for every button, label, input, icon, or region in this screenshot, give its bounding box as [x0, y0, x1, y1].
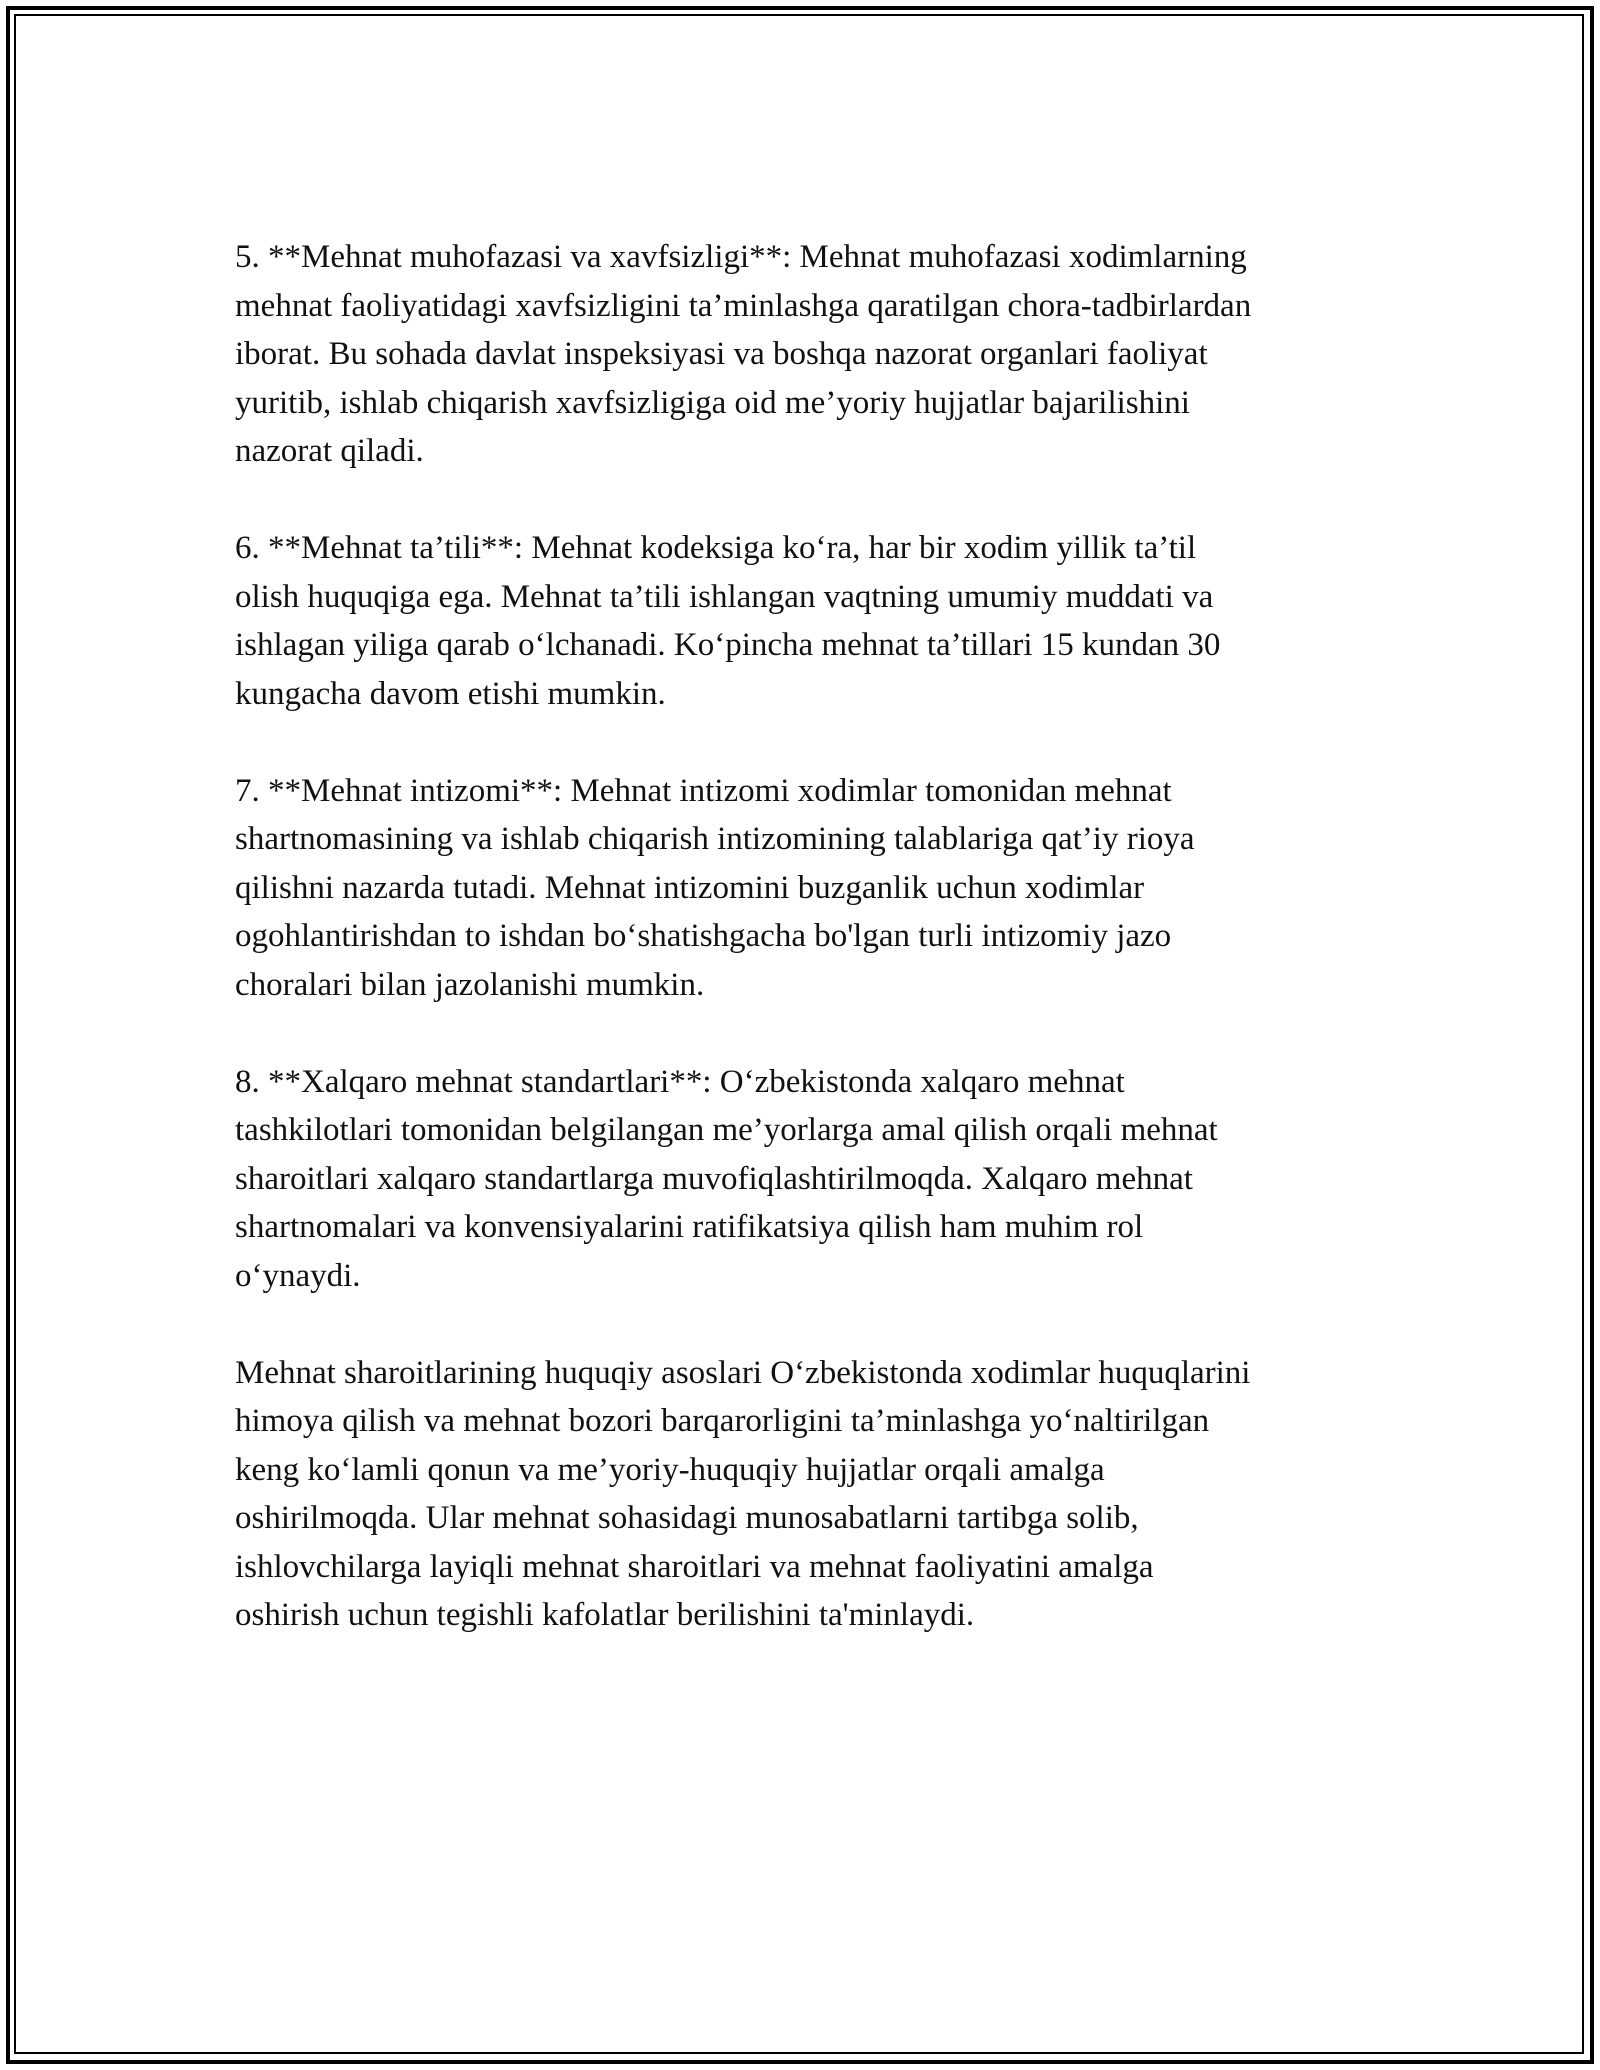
text-line: shartnomasining va ishlab chiqarish intizomining talablariga qat’iy rioya: [235, 821, 1195, 857]
text-line: tashkilotlari tomonidan belgilangan me’yorlarga amal qilish orqali mehnat: [235, 1112, 1218, 1148]
text-line: ogohlantirishdan to ishdan bo‘shatishgacha bo'lgan turli intizomiy jazo: [235, 918, 1172, 954]
paragraph-international-standards: [235, 1058, 1375, 1301]
text-line: nazorat qiladi.: [235, 433, 424, 469]
text-line: Mehnat sharoitlarining huquqiy asoslari O‘zbekistonda xodimlar huquqlarini: [235, 1354, 1251, 1391]
text-line: iborat. Bu sohada davlat inspeksiyasi va boshqa nazorat organlari faoliyat: [235, 336, 1208, 372]
document-body: [235, 233, 1375, 1640]
text-line: sharoitlari xalqaro standartlarga muvofiqlashtirilmoqda. Xalqaro mehnat: [235, 1160, 1193, 1197]
text-line: 6. **Mehnat ta’tili**: Mehnat kodeksiga ko‘ra, har bir xodim yillik ta’til: [235, 530, 1197, 566]
text-line: olish huquqiga ega. Mehnat ta’tili ishlangan vaqtning umumiy muddati va: [235, 578, 1214, 615]
text-line: choralari bilan jazolanishi mumkin.: [235, 966, 705, 1003]
text-line: o‘ynaydi.: [235, 1257, 361, 1294]
text-line: 5. **Mehnat muhofazasi va xavfsizligi**: Mehnat muhofazasi xodimlarning: [235, 239, 1247, 275]
text-line: ishlagan yiliga qarab o‘lchanadi. Ko‘pincha mehnat ta’tillari 15 kundan 30: [235, 627, 1221, 663]
text-line: 7. **Mehnat intizomi**: Mehnat intizomi xodimlar tomonidan mehnat: [235, 772, 1172, 809]
text-line: qilishni nazarda tutadi. Mehnat intizomini buzganlik uchun xodimlar: [235, 869, 1145, 906]
text-line: 8. **Xalqaro mehnat standartlari**: O‘zbekistonda xalqaro mehnat: [235, 1063, 1125, 1100]
text-line: kungacha davom etishi mumkin.: [235, 675, 666, 712]
text-line: yuritib, ishlab chiqarish xavfsizligiga oid me’yoriy hujjatlar bajarilishini: [235, 384, 1190, 421]
paragraph-labor-leave: [235, 524, 1375, 718]
text-line: oshirilmoqda. Ular mehnat sohasidagi munosabatlarni tartibga solib,: [235, 1500, 1139, 1536]
paragraph-conclusion: [235, 1349, 1375, 1640]
text-line: keng ko‘lamli qonun va me’yoriy-huquqiy hujjatlar orqali amalga: [235, 1451, 1105, 1488]
paragraph-labor-discipline: [235, 767, 1375, 1010]
text-line: mehnat faoliyatidagi xavfsizligini ta’minlashga qaratilgan chora-tadbirlardan: [235, 287, 1252, 324]
text-line: ishlovchilarga layiqli mehnat sharoitlari va mehnat faoliyatini amalga: [235, 1548, 1154, 1585]
text-line: oshirish uchun tegishli kafolatlar berilishini ta'minlaydi.: [235, 1597, 975, 1633]
text-line: himoya qilish va mehnat bozori barqarorligini ta’minlashga yo‘naltirilgan: [235, 1403, 1210, 1439]
paragraph-occupational-safety: [235, 233, 1375, 476]
text-line: shartnomalari va konvensiyalarini ratifikatsiya qilish ham muhim rol: [235, 1209, 1144, 1245]
